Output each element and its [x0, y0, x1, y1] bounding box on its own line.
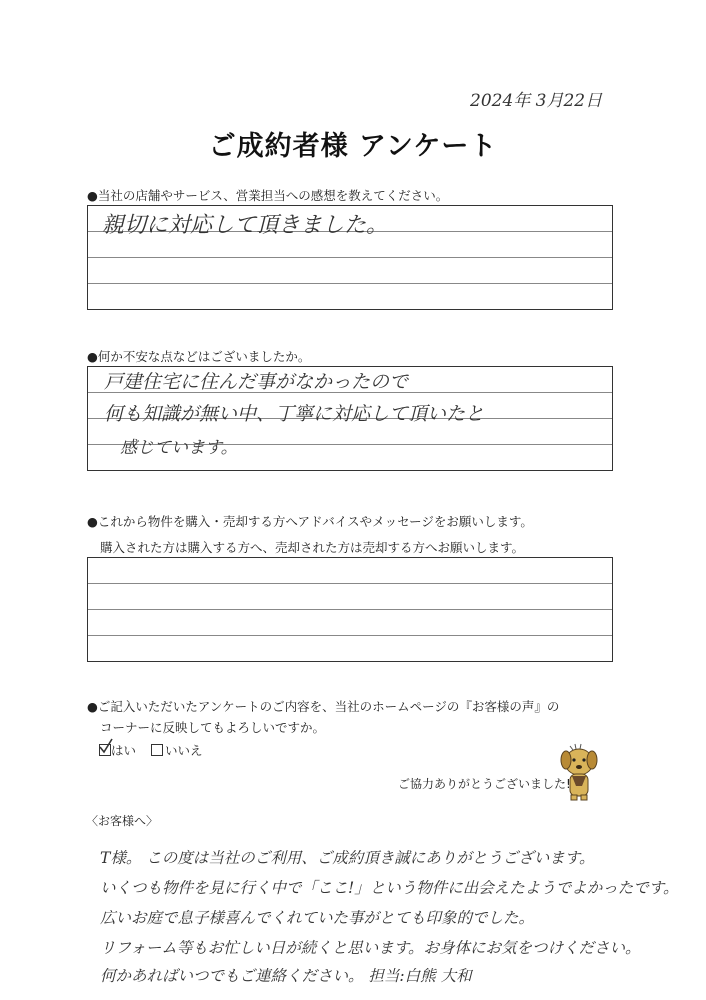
- ruled-line: [88, 583, 612, 584]
- consent-yes-label: はい: [111, 743, 137, 758]
- answer-2-line: 戸建住宅に住んだ事がなかったので: [104, 371, 409, 393]
- ruled-line: [88, 609, 612, 610]
- answer-1-line: 親切に対応して頂きました。: [102, 213, 389, 238]
- question-4-cont: コーナーに反映してもよろしいですか。: [100, 720, 326, 735]
- dog-mascot-icon: [555, 742, 603, 802]
- ruled-line: [88, 635, 612, 636]
- ruled-line: [88, 283, 612, 284]
- customer-message-line: 何かあればいつでもご連絡ください。 担当:白熊 大和: [100, 967, 472, 985]
- answer-2-line: 何も知識が無い中、丁寧に対応して頂いたと: [104, 403, 485, 425]
- consent-no-label: いいえ: [165, 743, 203, 758]
- question-1: ●当社の店舗やサービス、営業担当への感想を教えてください。: [87, 188, 449, 203]
- question-2: ●何か不安な点などはございましたか。: [87, 349, 311, 364]
- customer-message-line: 広いお庭で息子様喜んでくれていた事がとても印象的でした。: [100, 909, 535, 927]
- question-4: ●ご記入いただいたアンケートのご内容を、当社のホームページの『お客様の声』の: [87, 699, 560, 714]
- answer-2-line: 感じています。: [120, 438, 238, 458]
- customer-message-line: いくつも物件を見に行く中で「ここ!」という物件に出会えたようでよかったです。: [100, 879, 679, 897]
- survey-date: 2024年 3月22日: [470, 91, 603, 111]
- checkbox-checked-icon[interactable]: [99, 744, 111, 756]
- page-title: ご成約者様 アンケート: [208, 131, 498, 162]
- consent-no-option[interactable]: [151, 741, 203, 759]
- answer-box-3: [87, 557, 613, 662]
- thanks-message: ご協力ありがとうございました!: [398, 777, 571, 791]
- answer-box-2: [87, 366, 613, 471]
- answer-box-1: [87, 205, 613, 310]
- question-3-note: 購入された方は購入する方へ、売却された方は売却する方へお願いします。: [100, 540, 525, 555]
- customer-message-label: 〈お客様へ〉: [86, 814, 159, 828]
- checkbox-empty-icon[interactable]: [151, 744, 163, 756]
- customer-message-line: リフォーム等もお忙しい日が続くと思います。お身体にお気をつけください。: [100, 939, 641, 957]
- customer-message-line: T様。 この度は当社のご利用、ご成約頂き誠にありがとうございます。: [100, 849, 595, 867]
- question-3: ●これから物件を購入・売却する方へアドバイスやメッセージをお願いします。: [87, 514, 533, 529]
- consent-yes-option[interactable]: [99, 741, 136, 759]
- ruled-line: [88, 257, 612, 258]
